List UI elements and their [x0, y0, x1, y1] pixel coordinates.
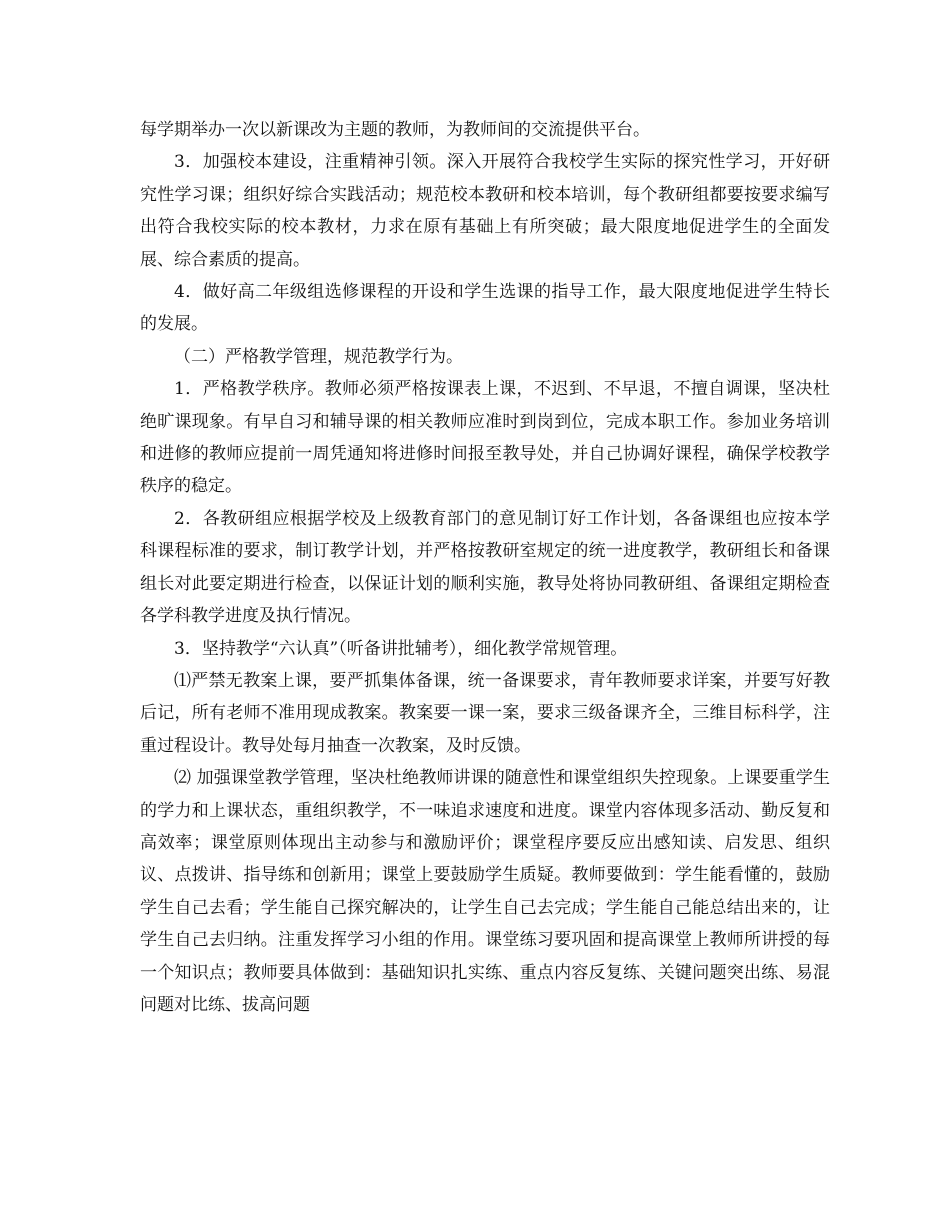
paragraph-4: 1．严格教学秩序。教师必须严格按课表上课，不迟到、不早退，不擅自调课，坚决杜绝旷课现象。有早自习和辅导课的相关教师应准时到岗到位，完成本职工作。参加业务培训和进修的教师应提前一周凭通知将进修时间报至教导处，并自己协调好课程，确保学校教学秩序的稳定。	[140, 379, 830, 497]
section-heading: （二）严格教学管理，规范教学行为。	[174, 346, 463, 367]
paragraph-8: ⑵ 加强课堂教学管理，坚决杜绝教师讲课的随意性和课堂组织失控现象。上课要重学生的学力和上课状态，重组织教学，不一味追求速度和进度。课堂内容体现多活动、勤反复和高效率；课堂原则体现出主动参与和激励评价；课堂程序要反应出感知读、启发思、组织议、点拨讲、指导练和创新用；课堂上要鼓励学生质疑。教师要做到：学生能看懂的，鼓励学生自己去看；学生能自己探究解决的，让学生自己去完成；学生能自己能总结出来的，让学生自己去归纳。注重发挥学习小组的作用。课堂练习要巩固和提高课堂上教师所讲授的每一个知识点；教师要具体做到：基础知识扎实练、重点内容反复练、关键问题突出练、易混问题对比练、拔高问题	[140, 768, 830, 1015]
paragraph-2: 3．加强校本建设，注重精神引领。深入开展符合我校学生实际的探究性学习，开好研究性学习课；组织好综合实践活动；规范校本教研和校本培训，每个教研组都要按要求编写出符合我校实际的校本教材，力求在原有基础上有所突破；最大限度地促进学生的全面发展、综合素质的提高。	[140, 152, 830, 270]
paragraph-1: 每学期举办一次以新课改为主题的教师，为教师间的交流提供平台。	[140, 120, 650, 140]
paragraph-6: 3．坚持教学“六认真”（听备讲批辅考），细化教学常规管理。	[174, 638, 628, 659]
paragraph-7: ⑴严禁无教案上课，要严抓集体备课，统一备课要求，青年教师要求详案，并要写好教后记，所有老师不准用现成教案。教案要一课一案，要求三级备课齐全，三维目标科学，注重过程设计。教导处每月抽查一次教案，及时反馈。	[140, 670, 830, 756]
paragraph-3: 4．做好高二年级组选修课程的开设和学生选课的指导工作，最大限度地促进学生特长的发展。	[140, 282, 830, 335]
document-body	[140, 114, 830, 1021]
paragraph-5: 2．各教研组应根据学校及上级教育部门的意见制订好工作计划，各备课组也应按本学科课程标准的要求，制订教学计划，并严格按教研室规定的统一进度教学，教研组长和备课组长对此要定期进行检查，以保证计划的顺利实施，教导处将协同教研组、备课组定期检查各学科教学进度及执行情况。	[140, 508, 830, 627]
